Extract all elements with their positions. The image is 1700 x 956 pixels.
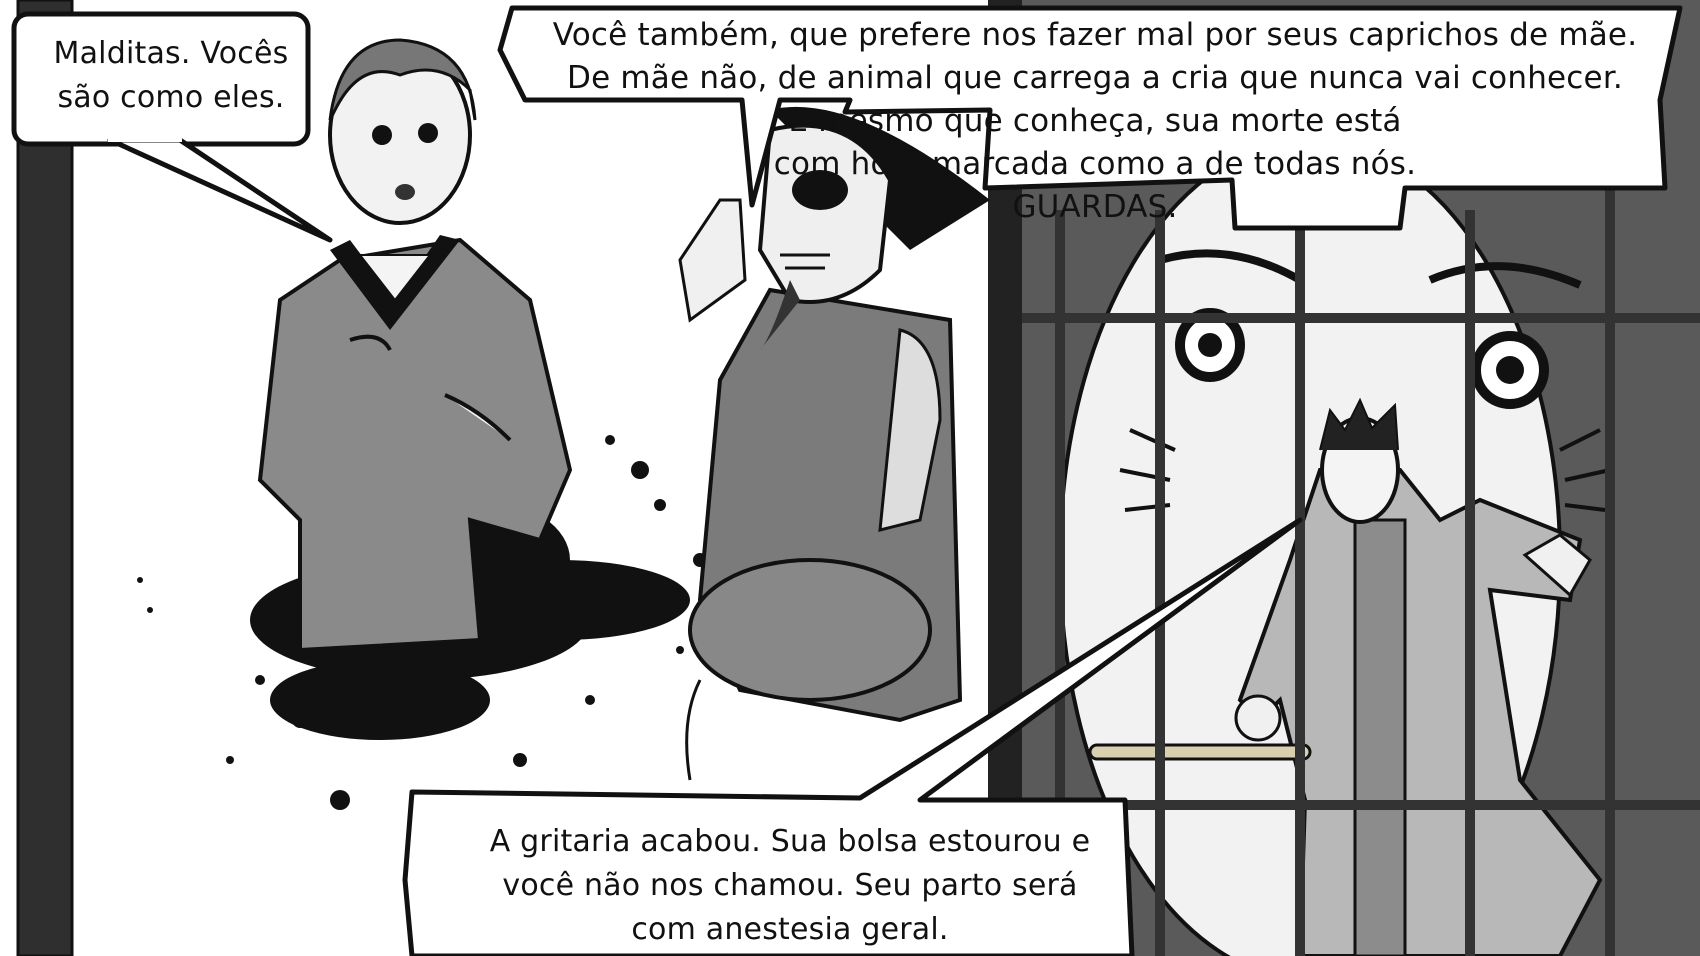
speech-bubble-top: Você também, que prefere nos fazer mal por seus caprichos de mãe. De mãe não, de animal que carrega a cria que nunca vai conhecer. E mesmo que conheça, sua morte está com hora marcada como a de todas nós. GUARDAS.: [552, 17, 1638, 225]
speech-bubble-bottom: A gritaria acabou. Sua bolsa estourou e você não nos chamou. Seu parto será com anestesia geral.: [489, 824, 1091, 947]
speech-bubble-left: Malditas. Vocês são como eles.: [53, 36, 289, 115]
